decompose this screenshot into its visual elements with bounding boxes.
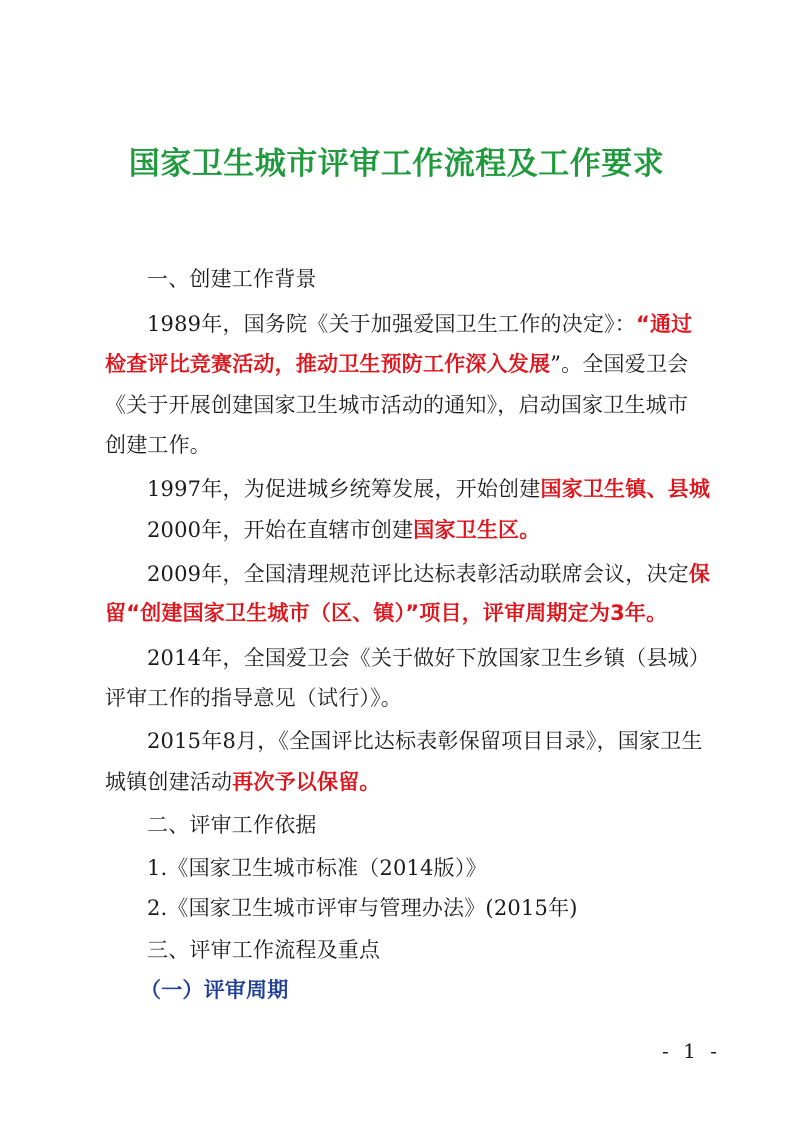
basis-item-2: 2.《国家卫生城市评审与管理办法》(2015年): [147, 896, 578, 920]
section-heading-background: 一、创建工作背景: [147, 267, 317, 291]
paragraph-2014-line-2: 评审工作的指导意见（试行）》。: [105, 686, 402, 710]
paragraph-1997: [147, 474, 710, 504]
text-segment: 1997年，为促进城乡统筹发展，开始创建: [147, 477, 541, 501]
paragraph-2009-line-2: 留“创建国家卫生城市（区、镇）”项目，评审周期定为3年。: [105, 601, 668, 625]
paragraph-2015-line-2: [105, 767, 381, 797]
highlight-text: 检查评比竞赛活动，推动卫生预防工作深入发展: [105, 352, 551, 376]
paragraph-2009-line-1: [147, 559, 710, 589]
highlight-text: “通过: [635, 312, 693, 336]
basis-item-1: 1.《国家卫生城市标准（2014版）》: [147, 856, 487, 880]
text-segment: ”。全国爱卫会: [550, 352, 689, 376]
paragraph-1989-line-3: 《关于开展创建国家卫生城市活动的通知》，启动国家卫生城市: [105, 393, 689, 417]
paragraph-2014-line-1: 2014年，全国爱卫会《关于做好下放国家卫生乡镇（县城）: [147, 646, 711, 670]
highlight-text: 国家卫生区。: [413, 518, 541, 542]
text-segment: 2000年，开始在直辖市创建: [147, 518, 414, 542]
paragraph-2015-line-1: 2015年8月，《全国评比达标表彰保留项目目录》，国家卫生: [147, 729, 703, 753]
section-heading-basis: 二、评审工作依据: [147, 813, 317, 837]
sub-heading-review-cycle: （一）评审周期: [140, 978, 289, 1002]
paragraph-1989-line-4: 创建工作。: [105, 433, 211, 457]
section-heading-process: 三、评审工作流程及重点: [147, 938, 381, 962]
highlight-text: 国家卫生镇、县城: [540, 477, 711, 501]
paragraph-2000: [147, 515, 540, 545]
paragraph-1989-line-1: [147, 309, 692, 339]
text-segment: 城镇创建活动: [105, 770, 233, 794]
text-segment: 1989年，国务院《关于加强爱国卫生工作的决定》：: [147, 312, 636, 336]
highlight-text: 再次予以保留。: [232, 770, 381, 794]
paragraph-1989-line-2: [105, 349, 688, 379]
text-segment: 2009年，全国清理规范评比达标表彰活动联席会议，决定: [147, 562, 689, 586]
page-number: - 1 -: [662, 1039, 721, 1063]
document-title: 国家卫生城市评审工作流程及工作要求: [128, 146, 665, 182]
highlight-text: 保: [688, 562, 711, 586]
